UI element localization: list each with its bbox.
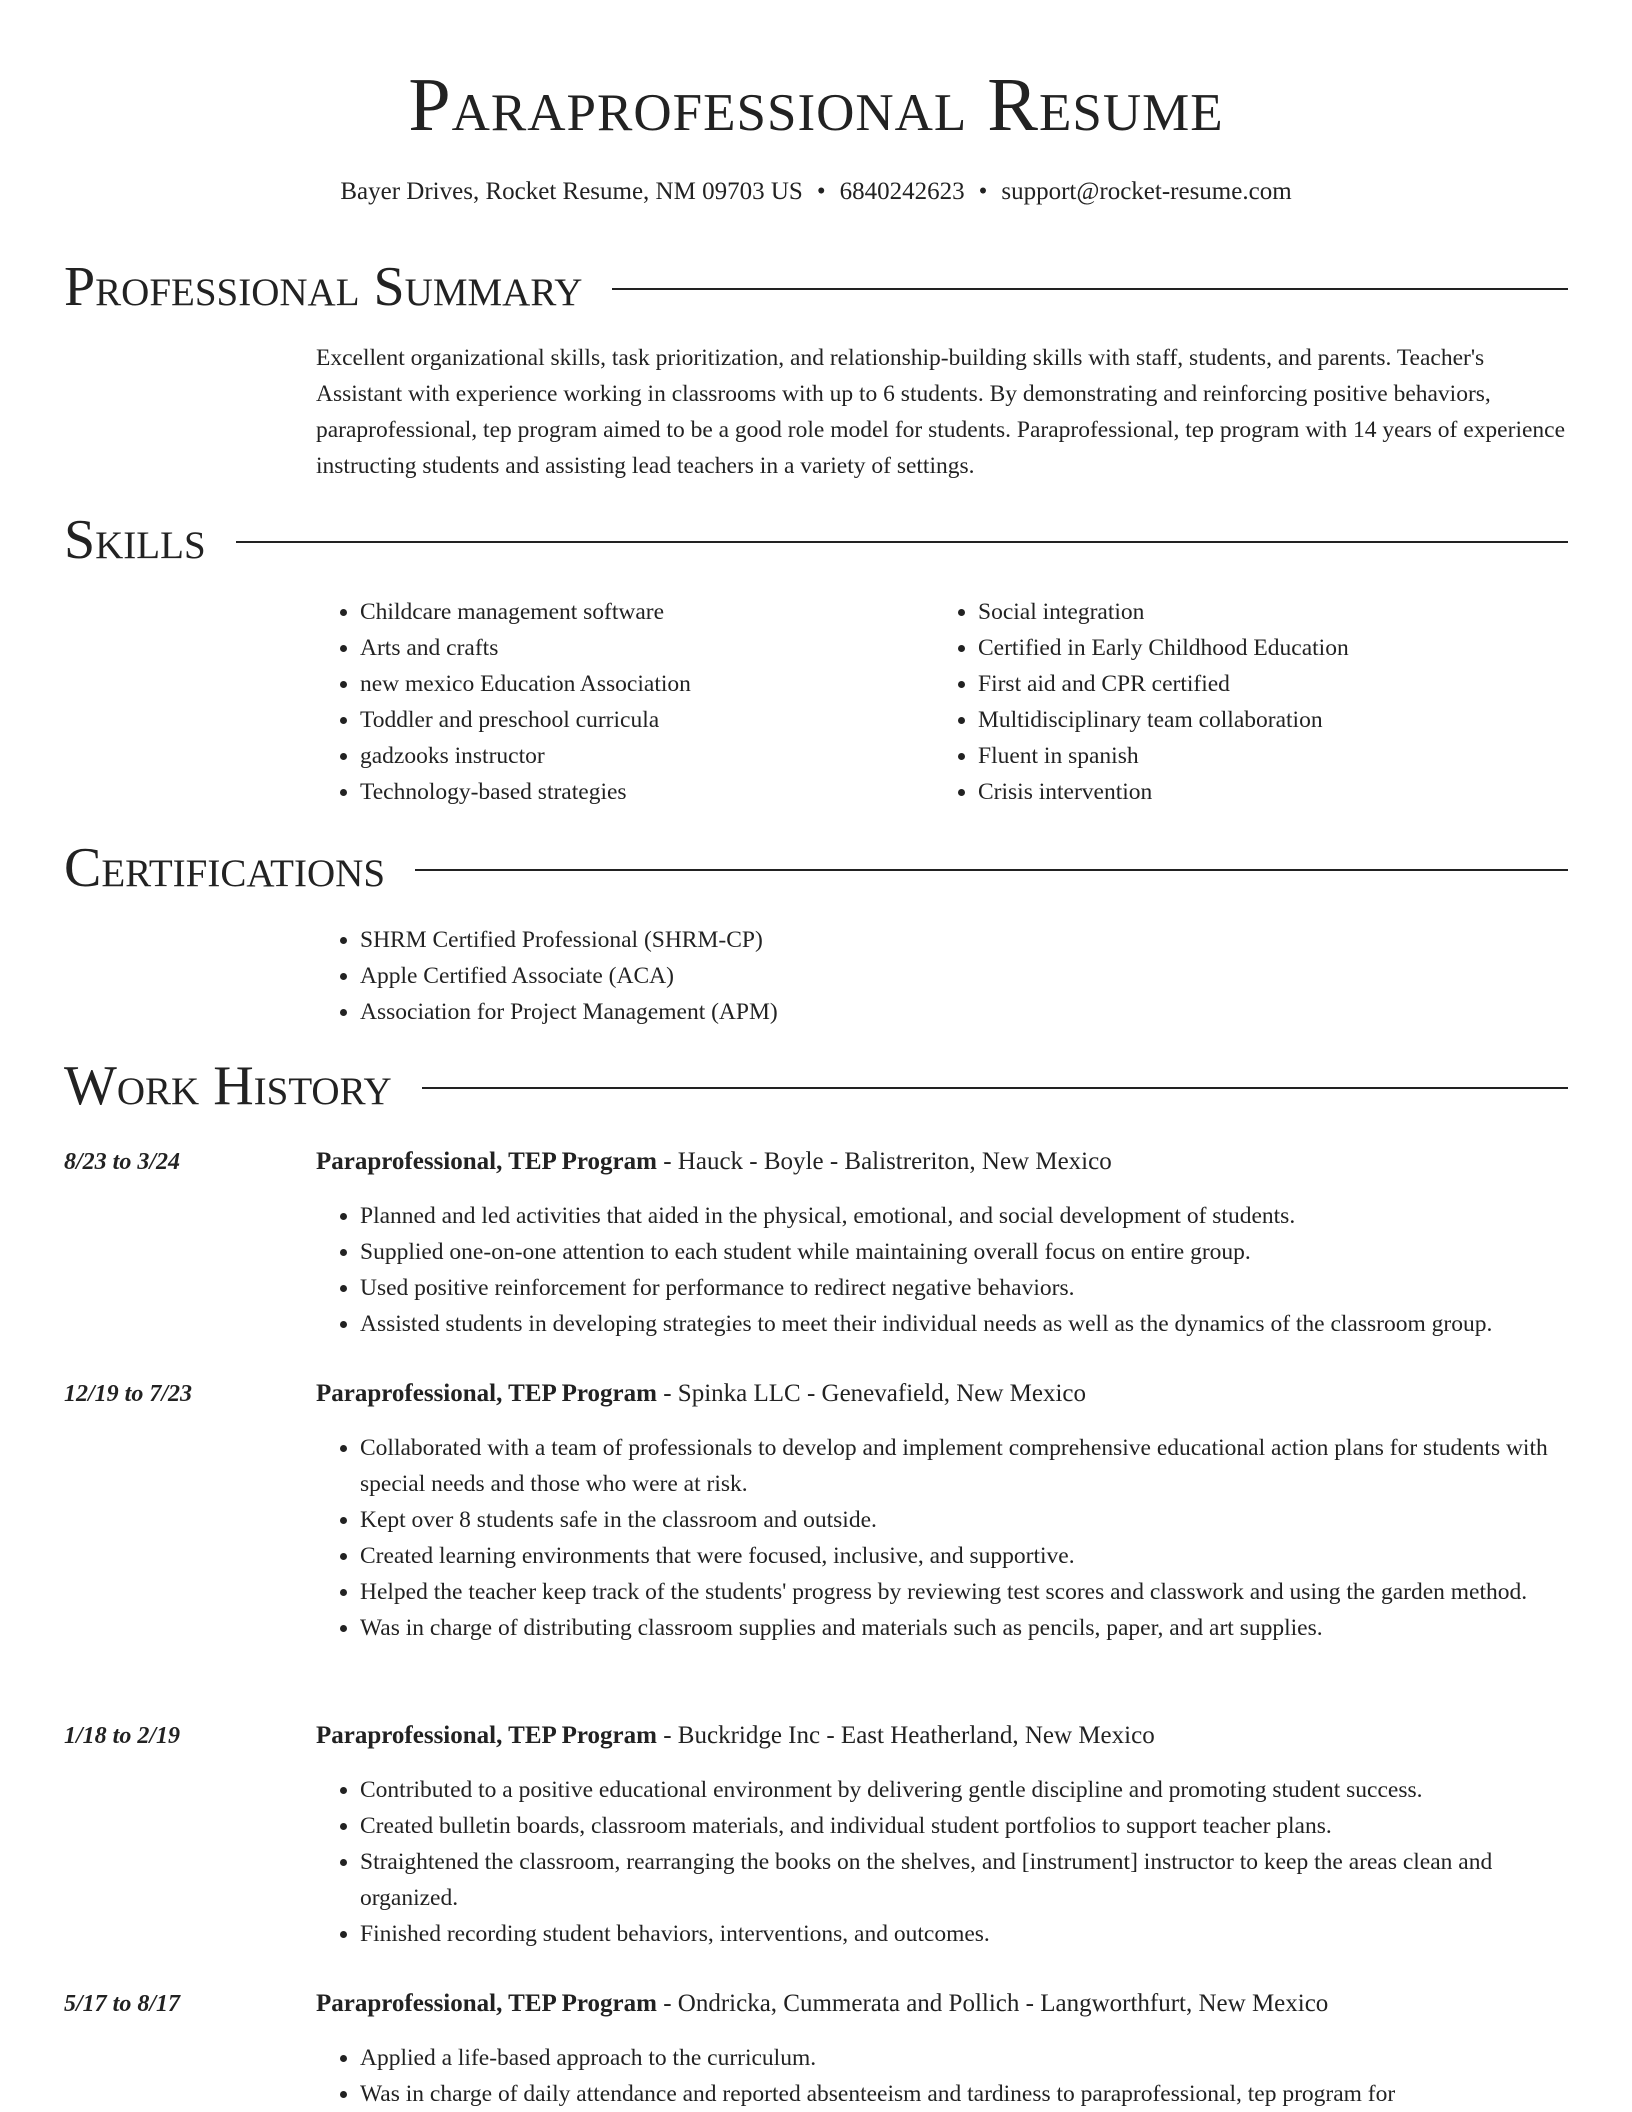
section-heading-summary [64,255,1568,319]
section-heading-skills [64,508,1568,572]
job-role: Paraprofessional, TEP Program [316,1148,657,1175]
certification-item: • Association for Project Management (APM) [360,994,1572,1030]
section-divider [612,288,1568,290]
skill-item: • Crisis intervention [978,774,1554,810]
job-duty: • Straightened the classroom, rearranging the books on the shelves, and [instrument] instructor to keep the areas clean and organized. [360,1844,1572,1916]
job-duties [316,1198,1572,1342]
skill-item: • gadzooks instructor [360,738,896,774]
job-employer: - Hauck - Boyle - Balistreriton, New Mexico [656,1148,1112,1175]
skill-item: • new mexico Education Association [360,666,896,702]
job-duties [316,2040,1572,2112]
job-duty: • Planned and led activities that aided in the physical, emotional, and social development of students. [360,1198,1572,1234]
summary-text: Excellent organizational skills, task prioritization, and relationship-building skills with staff, students, and parents. Teacher's Assistant with experience working in classrooms with up to 6 students. By demonstrating and reinforcing positive behaviors, paraprofessional, tep program aimed to be a good role model for students. Paraprofessional, tep program with 14 years of experience instructing students and assisting lead teachers in a variety of settings. [316,345,1566,479]
section-divider [422,1087,1568,1089]
contact-separator: • [816,178,826,205]
job-title-line [316,1986,1568,2022]
job-employer: - Buckridge Inc - East Heatherland, New Mexico [656,1722,1155,1749]
section-heading-work-history [64,1054,1568,1118]
skill-item: • Certified in Early Childhood Education [978,630,1554,666]
job-duty: • Created learning environments that were focused, inclusive, and supportive. [360,1538,1572,1574]
job-duty: • Was in charge of distributing classroom supplies and materials such as pencils, paper, and art supplies. [360,1610,1572,1646]
certifications-list [316,922,1572,1030]
job-role: Paraprofessional, TEP Program [316,1380,657,1407]
job-duty: • Applied a life-based approach to the curriculum. [360,2040,1572,2076]
job-duty: • Contributed to a positive educational environment by delivering gentle discipline and promoting student success. [360,1772,1572,1808]
contact-separator: • [978,178,988,205]
certification-item: • Apple Certified Associate (ACA) [360,958,1572,994]
skill-item: • First aid and CPR certified [978,666,1554,702]
section-title: Work History [64,1055,392,1117]
section-title: Skills [64,509,206,571]
job-dates: 8/23 to 3/24 [64,1149,181,1175]
job-employer: - Spinka LLC - Genevafield, New Mexico [656,1380,1087,1407]
job-role: Paraprofessional, TEP Program [316,1990,657,2017]
job-title-line [316,1144,1568,1180]
section-title: Professional Summary [64,256,583,318]
section-divider [415,869,1568,871]
job-duty: • Finished recording student behaviors, interventions, and outcomes. [360,1916,1572,1952]
job-duties [316,1772,1572,1952]
section-title: Certifications [64,837,386,899]
skill-item: • Multidisciplinary team collaboration [978,702,1554,738]
job-title-line [316,1376,1568,1412]
job-duty: • Used positive reinforcement for performance to redirect negative behaviors. [360,1270,1572,1306]
skill-item: • Social integration [978,594,1554,630]
job-employer: - Ondricka, Cummerata and Pollich - Langworthfurt, New Mexico [656,1990,1329,2017]
skills-list-left [316,594,896,810]
job-duty: • Was in charge of daily attendance and reported absenteeism and tardiness to paraprofessional, tep program for [360,2076,1572,2112]
certification-item: • SHRM Certified Professional (SHRM-CP) [360,922,1572,958]
job-duty: • Created bulletin boards, classroom materials, and individual student portfolios to support teacher plans. [360,1808,1572,1844]
job-duty: • Supplied one-on-one attention to each student while maintaining overall focus on entire group. [360,1234,1572,1270]
skills-list-right [934,594,1554,810]
job-role: Paraprofessional, TEP Program [316,1722,657,1749]
skill-item: • Childcare management software [360,594,896,630]
job-duty: • Collaborated with a team of professionals to develop and implement comprehensive educational action plans for students with special needs and those who were at risk. [360,1430,1572,1502]
skill-item: • Technology-based strategies [360,774,896,810]
section-heading-certifications [64,836,1568,900]
skill-item: • Fluent in spanish [978,738,1554,774]
skill-item: • Toddler and preschool curricula [360,702,896,738]
section-divider [236,541,1568,543]
skill-item: • Arts and crafts [360,630,896,666]
contact-line [0,174,1632,210]
job-duty: • Helped the teacher keep track of the students' progress by reviewing test scores and classwork and using the garden method. [360,1574,1572,1610]
resume-name: Paraprofessional Resume [408,63,1224,147]
job-duty: • Assisted students in developing strategies to meet their individual needs as well as the dynamics of the classroom group. [360,1306,1572,1342]
job-duty: • Kept over 8 students safe in the classroom and outside. [360,1502,1572,1538]
job-dates: 1/18 to 2/19 [64,1723,181,1749]
job-title-line [316,1718,1568,1754]
contact-address: Bayer Drives, Rocket Resume, NM 09703 US [340,178,803,205]
contact-phone: 6840242623 [839,178,965,205]
job-dates: 12/19 to 7/23 [64,1381,193,1407]
job-duties [316,1430,1572,1646]
contact-email: support@rocket-resume.com [1001,178,1292,205]
job-dates: 5/17 to 8/17 [64,1991,181,2017]
